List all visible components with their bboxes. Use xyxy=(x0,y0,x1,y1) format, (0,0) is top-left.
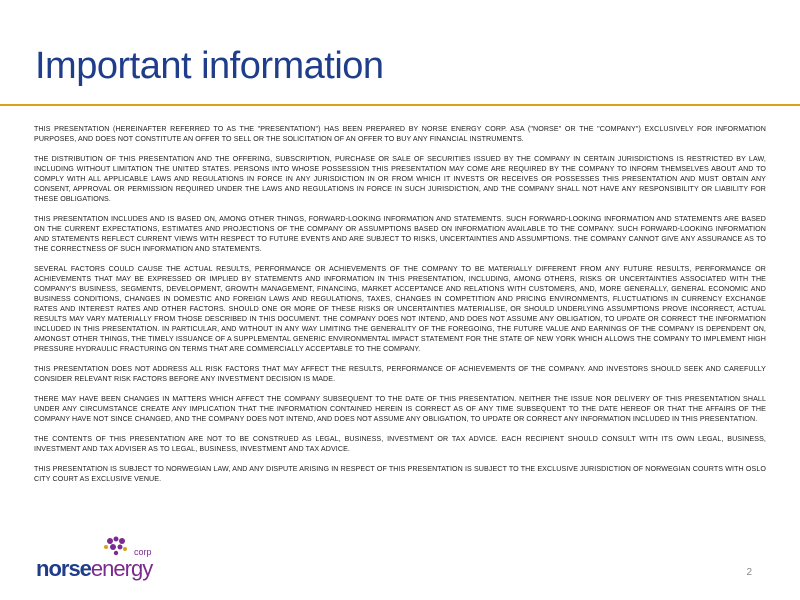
logo-word-energy: energy xyxy=(90,556,153,581)
title-divider xyxy=(0,104,800,106)
slide-title: Important information xyxy=(35,45,384,87)
paragraph: THIS PRESENTATION (HEREINAFTER REFERRED TO AS THE "PRESENTATION") HAS BEEN PREPARED BY NORSE ENERGY CORP. ASA ("NORSE" OR THE "COMPANY") EXCLUSIVELY FOR INFORMATION PURPOSES, AND DOES NOT CONSTITUTE AN OFFER TO SELL OR THE SOLICITATION OF AN OFFER TO BUY ANY FINANCIAL INSTRUMENTS. xyxy=(34,125,766,143)
logo-corp-text: corp xyxy=(134,547,152,557)
paragraph: THE DISTRIBUTION OF THIS PRESENTATION AND THE OFFERING, SUBSCRIPTION, PURCHASE OR SALE OF SECURITIES ISSUED BY THE COMPANY IN CERTAIN JURISDICTIONS IS RESTRICTED BY LAW, INCLUDING WITHOUT LIMITATION THE UNITED STATES. PERSONS INTO WHOSE POSSESSION THIS PRESENTATION MAY COME ARE REQUIRED BY THE COMPANY TO INFORM THEMSELVES ABOUT AND TO COMPLY WITH ALL APPLICABLE LAWS AND REGULATIONS IN FORCE IN ANY JURISDICTION IN OR FROM WHICH IT INVESTS OR RECEIVES OR POSSESSES THIS PRESENTATION AND MUST OBTAIN ANY CONSENT, APPROVAL OR PERMISSION REQUIRED UNDER THE LAWS AND REGULATIONS IN FORCE IN SUCH JURISDICTION, AND THE COMPANY SHALL NOT HAVE ANY RESPONSIBILITY OR LIABILITY FOR THESE OBLIGATIONS. xyxy=(34,155,766,203)
disclaimer-body xyxy=(34,124,766,494)
page-number: 2 xyxy=(746,567,752,578)
logo-wordmark xyxy=(36,557,152,581)
paragraph: THE CONTENTS OF THIS PRESENTATION ARE NOT TO BE CONSTRUED AS LEGAL, BUSINESS, INVESTMENT OR TAX ADVICE. EACH RECIPIENT SHOULD CONSULT WITH ITS OWN LEGAL, BUSINESS, INVESTMENT AND TAX ADVISER AS TO LEGAL, BUSINESS, INVESTMENT AND TAX ADVICE. xyxy=(34,435,766,453)
paragraph: THIS PRESENTATION INCLUDES AND IS BASED ON, AMONG OTHER THINGS, FORWARD-LOOKING INFORMATION AND STATEMENTS. SUCH FORWARD-LOOKING INFORMATION AND STATEMENTS ARE BASED ON THE CURRENT EXPECTATIONS, ESTIMATES AND PROJECTIONS OF THE COMPANY OR ASSUMPTIONS BASED ON INFORMATION AVAILABLE TO THE COMPANY. SUCH FORWARD-LOOKING INFORMATION AND STATEMENTS REFLECT CURRENT VIEWS WITH RESPECT TO FUTURE EVENTS AND ARE SUBJECT TO RISKS, UNCERTAINTIES AND ASSUMPTIONS. THE COMPANY CANNOT GIVE ANY ASSURANCE AS TO THE CORRECTNESS OF SUCH INFORMATION AND STATEMENTS. xyxy=(34,215,766,253)
paragraph: THERE MAY HAVE BEEN CHANGES IN MATTERS WHICH AFFECT THE COMPANY SUBSEQUENT TO THE DATE OF THIS PRESENTATION. NEITHER THE ISSUE NOR DELIVERY OF THIS PRESENTATION SHALL UNDER ANY CIRCUMSTANCE CREATE ANY IMPLICATION THAT THE INFORMATION CONTAINED HEREIN IS CORRECT AS OF ANY TIME SUBSEQUENT TO THE DATE HEREOF OR THAT THE AFFAIRS OF THE COMPANY HAVE NOT SINCE CHANGED, AND THE COMPANY DOES NOT INTEND, AND DOES NOT ASSUME ANY OBLIGATION, TO UPDATE OR CORRECT ANY INFORMATION INCLUDED IN THIS PRESENTATION. xyxy=(34,395,766,423)
paragraph: SEVERAL FACTORS COULD CAUSE THE ACTUAL RESULTS, PERFORMANCE OR ACHIEVEMENTS OF THE COMPANY TO BE MATERIALLY DIFFERENT FROM ANY FUTURE RESULTS, PERFORMANCE OR ACHIEVEMENTS THAT MAY BE EXPRESSED OR IMPLIED BY STATEMENTS AND INFORMATION IN THIS PRESENTATION, INCLUDING, AMONG OTHERS, RISKS OR UNCERTAINTIES ASSOCIATED WITH THE COMPANY'S BUSINESS, SEGMENTS, DEVELOPMENT, GROWTH MANAGEMENT, FINANCING, MARKET ACCEPTANCE AND RELATIONS WITH CUSTOMERS, AND, MORE GENERALLY, GENERAL ECONOMIC AND BUSINESS CONDITIONS, CHANGES IN DOMESTIC AND FOREIGN LAWS AND REGULATIONS, TAXES, CHANGES IN COMPETITION AND PRICING ENVIRONMENTS, FLUCTUATIONS IN CURRENCY EXCHANGE RATES AND INTEREST RATES AND OTHER FACTORS. SHOULD ONE OR MORE OF THESE RISKS OR UNCERTAINTIES MATERIALISE, OR SHOULD UNDERLYING ASSUMPTIONS PROVE INCORRECT, ACTUAL RESULTS MAY VARY MATERIALLY FROM THOSE DESCRIBED IN THIS DOCUMENT. THE COMPANY DOES NOT INTEND, AND DOES NOT ASSUME ANY OBLIGATION, TO UPDATE OR CORRECT THE INFORMATION INCLUDED IN THIS PRESENTATION. IN PARTICULAR, AND WITHOUT IN ANY WAY LIMITING THE GENERALITY OF THE FOREGOING, THE FUTURE VALUE AND EARNINGS OF THE COMPANY IS DEPENDENT ON, AMONGST OTHER THINGS, THE TIMELY ISSUANCE OF A SUPPLEMENTAL GENERIC ENVIRONMENTAL IMPACT STATEMENT FOR THE STATE OF NEW YORK WHICH ALLOWS THE COMPANY TO IMPLEMENT HIGH PRESSURE HYDRAULIC FRACTURING ON TERMS THAT ARE COMMERCIALLY ACCEPTABLE TO THE COMPANY. xyxy=(34,265,766,353)
paragraph: THIS PRESENTATION IS SUBJECT TO NORWEGIAN LAW, AND ANY DISPUTE ARISING IN RESPECT OF THIS PRESENTATION IS SUBJECT TO THE EXCLUSIVE JURISDICTION OF NORWEGIAN COURTS WITH OSLO CITY COURT AS EXCLUSIVE VENUE. xyxy=(34,465,766,483)
paragraph: THIS PRESENTATION DOES NOT ADDRESS ALL RISK FACTORS THAT MAY AFFECT THE RESULTS, PERFORMANCE OF ACHIEVEMENTS OF THE COMPANY. AND INVESTORS SHOULD SEEK AND CAREFULLY CONSIDER RELEVANT RISK FACTORS BEFORE ANY INVESTMENT DECISION IS MADE. xyxy=(34,365,766,383)
norse-energy-logo xyxy=(36,535,166,585)
logo-word-norse: norse xyxy=(36,556,91,581)
